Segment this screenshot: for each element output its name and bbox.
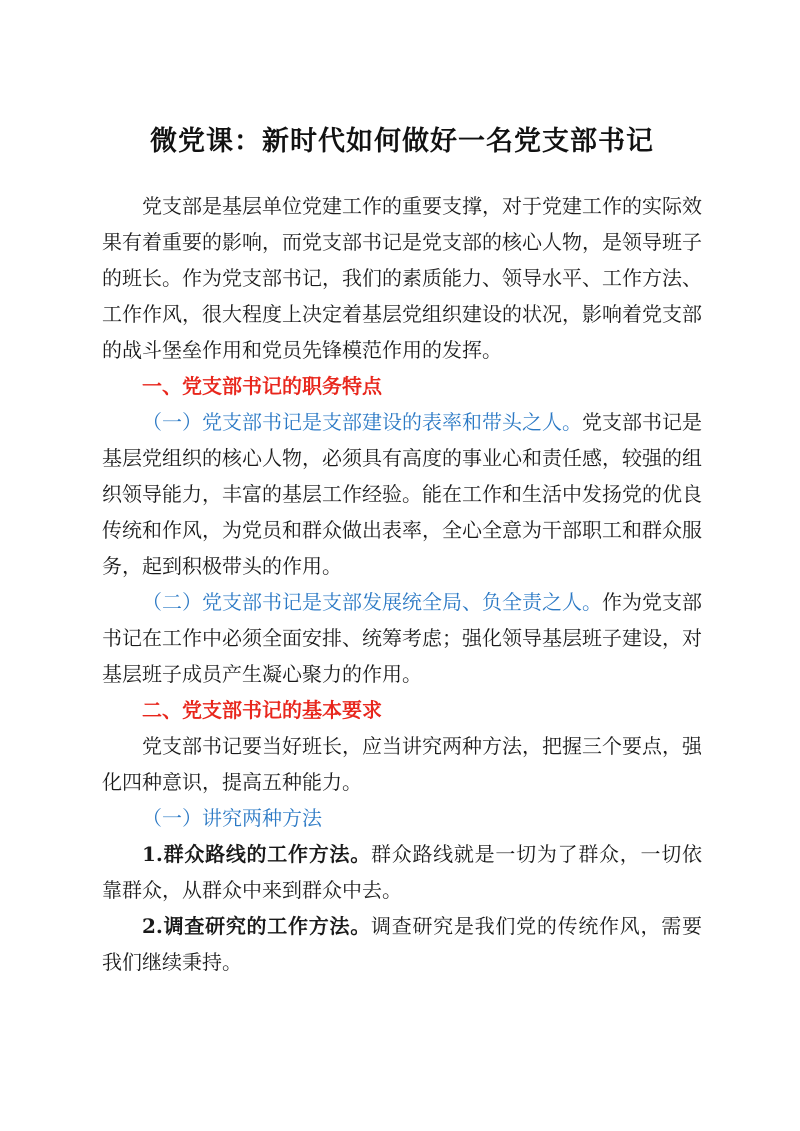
section1-item2-body: 作为党支部书记在工作中必须全面安排、统筹考虑；强化领导基层班子建设，对基层班子成员产生凝心聚力的作用。 bbox=[102, 590, 702, 686]
section2-point1-paragraph bbox=[102, 836, 702, 908]
section1-item2-subheading: （二）党支部书记是支部发展统全局、负全责之人。 bbox=[142, 590, 602, 614]
intro-paragraph: 党支部是基层单位党建工作的重要支撑，对于党建工作的实际效果有着重要的影响，而党支部书记是党支部的核心人物，是领导班子的班长。作为党支部书记，我们的素质能力、领导水平、工作方法、工作作风，很大程度上决定着基层党组织建设的状况，影响着党支部的战斗堡垒作用和党员先锋模范作用的发挥。 bbox=[102, 194, 702, 362]
section2-point2-paragraph bbox=[102, 908, 702, 980]
section2-sub1-subheading: （一）讲究两种方法 bbox=[142, 806, 322, 830]
document-body bbox=[102, 118, 702, 980]
section1-item1-subheading: （一）党支部书记是支部建设的表率和带头之人。 bbox=[142, 410, 582, 434]
section-heading-2: 二、党支部书记的基本要求 bbox=[142, 698, 382, 722]
section-heading-1: 一、党支部书记的职务特点 bbox=[142, 374, 382, 398]
document-title: 微党课：新时代如何做好一名党支部书记 bbox=[150, 126, 654, 157]
section1-item1-paragraph bbox=[102, 404, 702, 584]
section2-point1-lead: 1.群众路线的工作方法。 bbox=[142, 842, 371, 866]
section2-point2-body: 调查研究是我们党的传统作风，需要我们继续秉持。 bbox=[102, 914, 702, 974]
section1-item2-paragraph bbox=[102, 584, 702, 692]
section2-point2-lead: 2.调查研究的工作方法。 bbox=[142, 914, 371, 938]
section2-point1-body: 群众路线就是一切为了群众，一切依靠群众，从群众中来到群众中去。 bbox=[102, 842, 702, 902]
section2-intro-paragraph: 党支部书记要当好班长，应当讲究两种方法，把握三个要点，强化四种意识，提高五种能力。 bbox=[102, 734, 702, 794]
section1-item1-body: 党支部书记是基层党组织的核心人物，必须具有高度的事业心和责任感，较强的组织领导能力，丰富的基层工作经验。能在工作和生活中发扬党的优良传统和作风，为党员和群众做出表率，全心全意为干部职工和群众服务，起到积极带头的作用。 bbox=[102, 410, 702, 578]
